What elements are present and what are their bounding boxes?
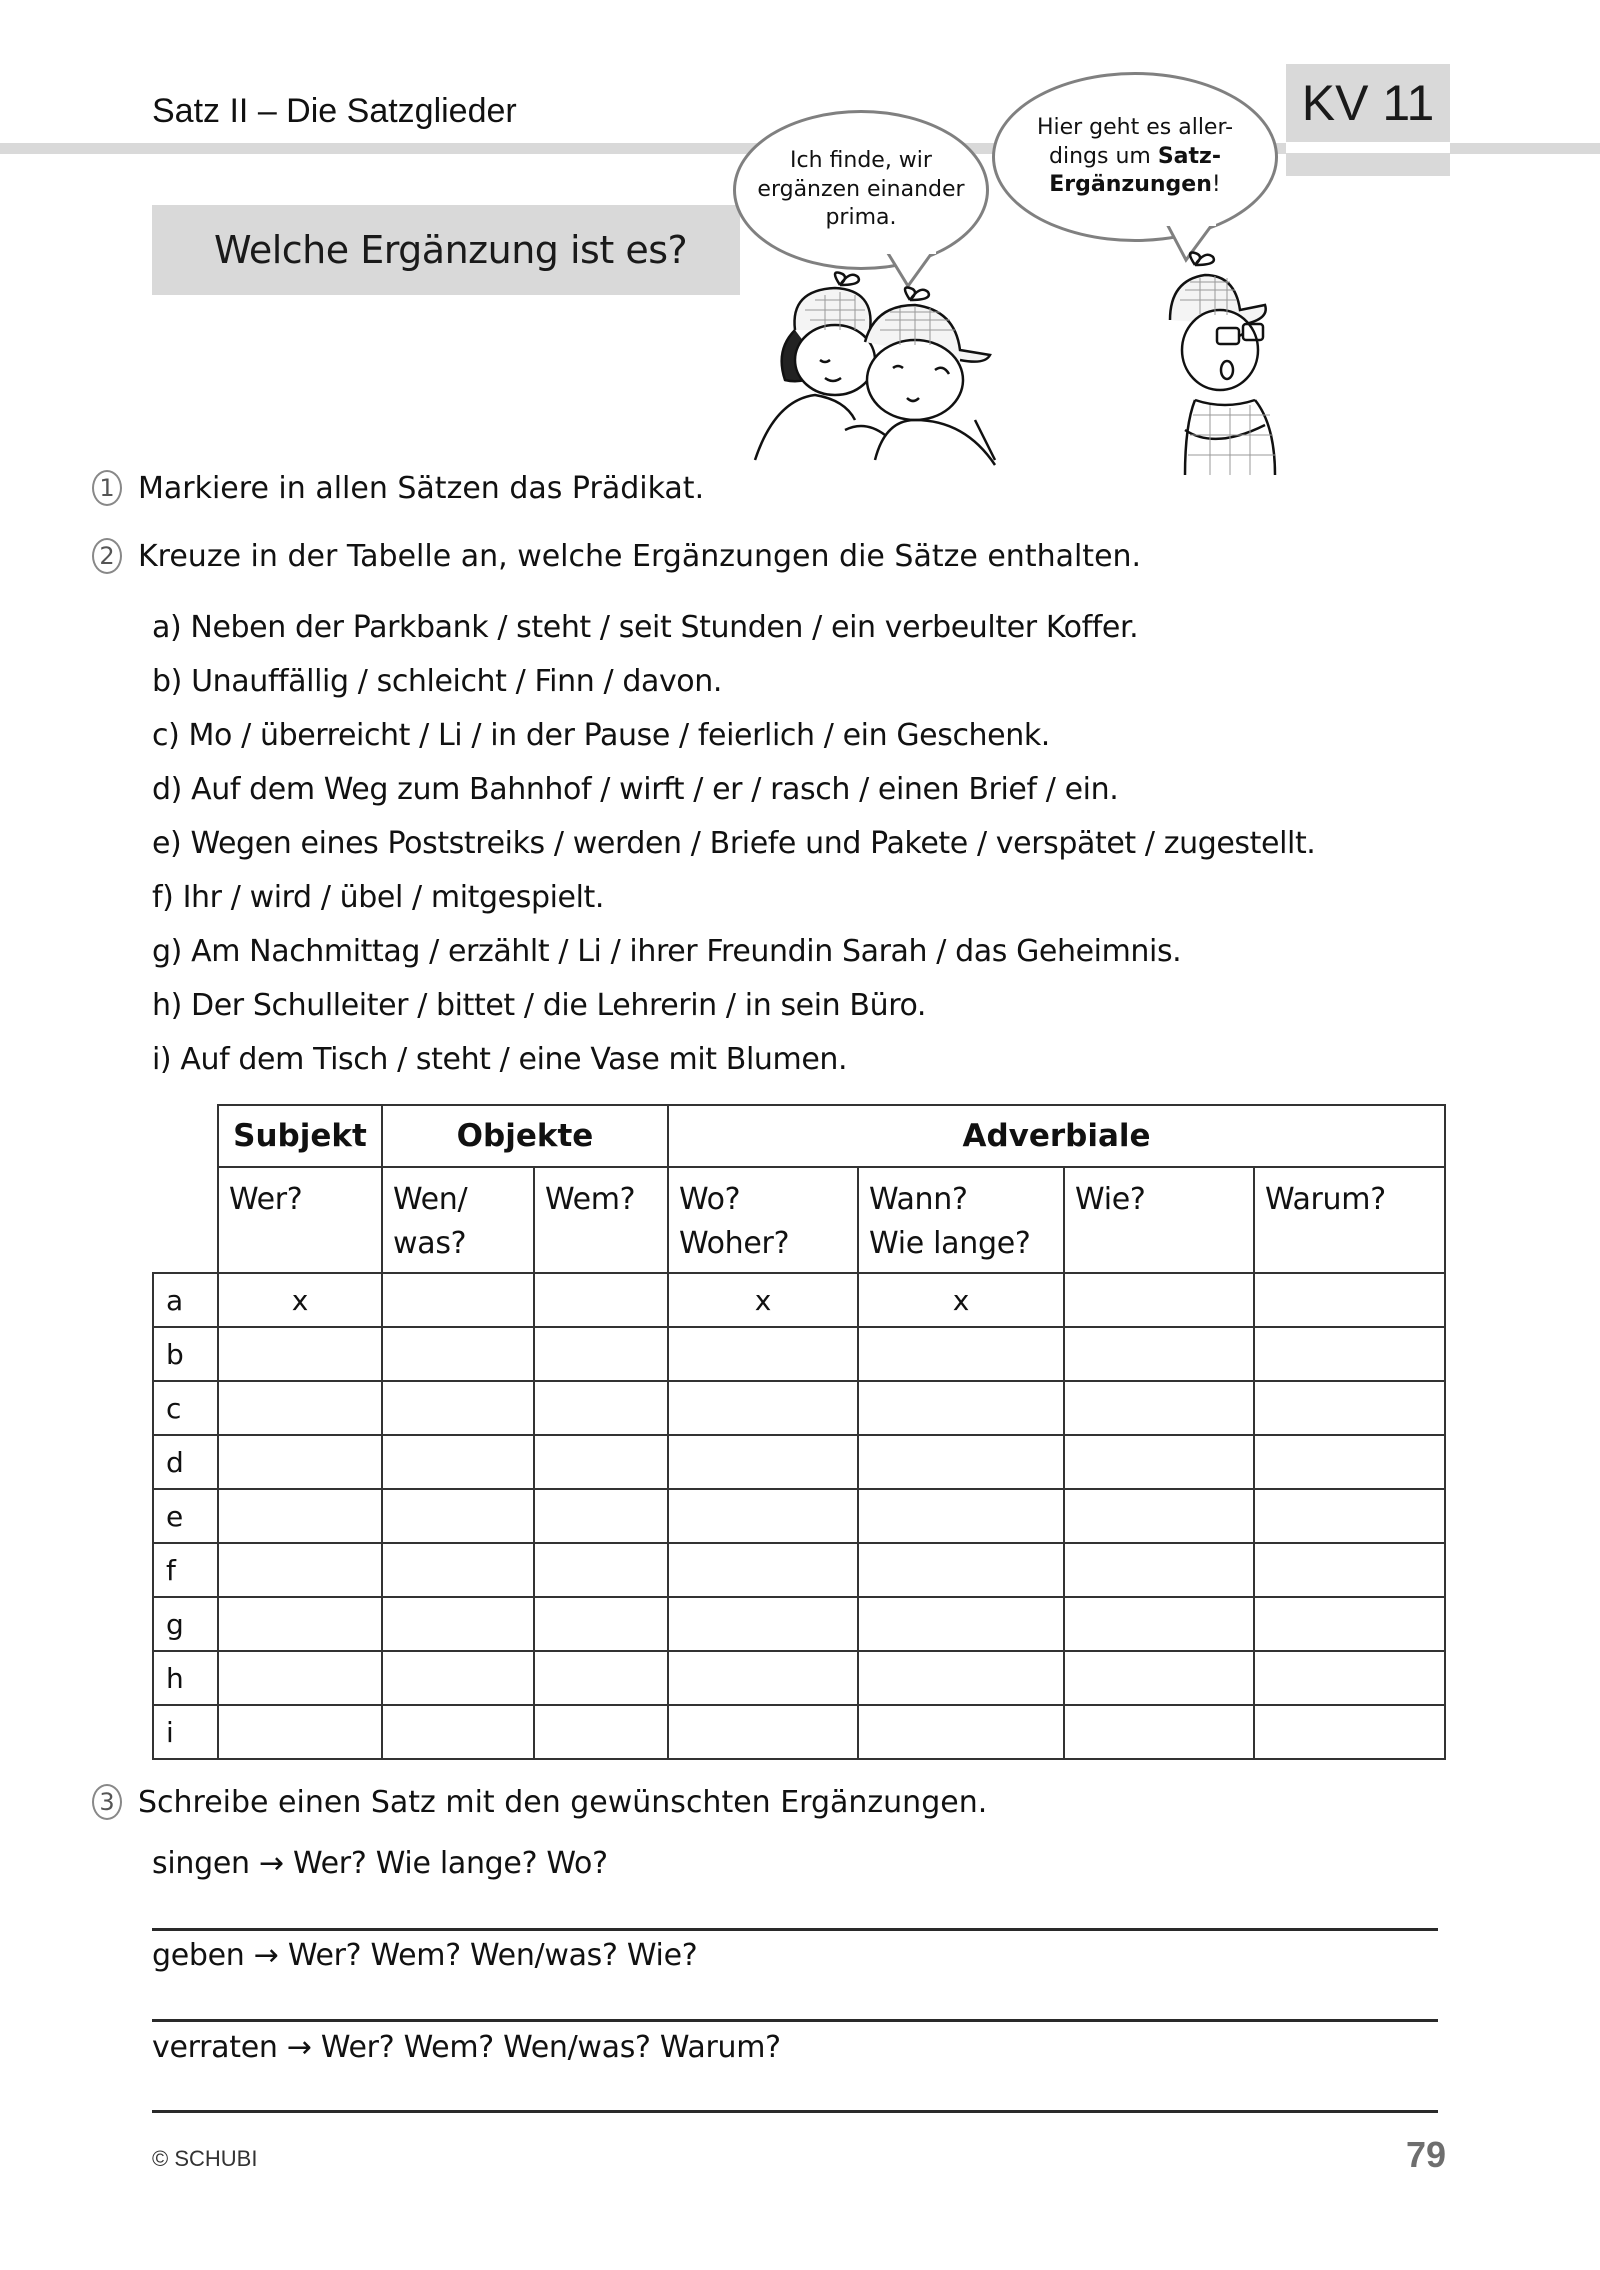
table-cell[interactable] xyxy=(382,1381,534,1435)
sentence-g: g) Am Nachmittag / erzählt / Li / ihrer Freundin Sarah / das Geheimnis. xyxy=(152,934,1182,969)
table-cell[interactable] xyxy=(218,1435,382,1489)
table-cell[interactable] xyxy=(858,1381,1064,1435)
table-cell[interactable] xyxy=(668,1651,858,1705)
table-row-c xyxy=(153,1381,1445,1435)
table-row-d xyxy=(153,1435,1445,1489)
worksheet-title-box xyxy=(152,205,740,295)
table-cell[interactable] xyxy=(1064,1705,1254,1759)
task-1-text: Markiere in allen Sätzen das Prädikat. xyxy=(138,470,705,506)
col-header-wem-line1: Wem? xyxy=(545,1182,636,1217)
row-label: c xyxy=(153,1381,218,1435)
arrow-right-icon: → xyxy=(253,1938,279,1973)
table-cell[interactable] xyxy=(534,1543,668,1597)
task-2-text: Kreuze in der Tabelle an, welche Ergänzungen die Sätze enthalten. xyxy=(138,538,1142,574)
prompt-questions: Wer? Wem? Wen/was? Warum? xyxy=(320,2030,781,2065)
two-detective-kids-illustration-icon xyxy=(735,270,1025,470)
table-cell[interactable] xyxy=(218,1651,382,1705)
table-cell[interactable]: x xyxy=(218,1273,382,1327)
table-cell[interactable] xyxy=(534,1327,668,1381)
table-cell[interactable] xyxy=(534,1489,668,1543)
col-header-wo-line1: Wo? xyxy=(679,1182,741,1217)
answer-line-2[interactable] xyxy=(152,2019,1438,2022)
table-cell[interactable] xyxy=(382,1597,534,1651)
prompt-verb: geben xyxy=(152,1938,245,1973)
table-cell[interactable] xyxy=(668,1327,858,1381)
table-cell[interactable] xyxy=(1064,1651,1254,1705)
bubble-right-line2-bold: Satz- xyxy=(1157,143,1221,169)
table-cell[interactable] xyxy=(1254,1705,1445,1759)
table-row-a xyxy=(153,1273,1445,1327)
table-cell[interactable] xyxy=(1254,1489,1445,1543)
table-cell[interactable] xyxy=(668,1435,858,1489)
answer-line-3[interactable] xyxy=(152,2110,1438,2113)
bubble-right-line3-bold: Ergänzungen xyxy=(1049,172,1212,198)
table-cell[interactable] xyxy=(1254,1273,1445,1327)
row-label: a xyxy=(153,1273,218,1327)
row-label: f xyxy=(153,1543,218,1597)
table-cell[interactable] xyxy=(534,1381,668,1435)
col-header-wer-line1: Wer? xyxy=(229,1182,303,1217)
table-row-g xyxy=(153,1597,1445,1651)
table-cell[interactable] xyxy=(382,1543,534,1597)
prompt-questions: Wer? Wem? Wen/was? Wie? xyxy=(287,1938,698,1973)
table-cell[interactable] xyxy=(668,1381,858,1435)
prompt-singen xyxy=(152,1846,608,1881)
col-header-wo-woher xyxy=(668,1167,858,1273)
table-cell[interactable] xyxy=(382,1489,534,1543)
sentence-d: d) Auf dem Weg zum Bahnhof / wirft / er / rasch / einen Brief / ein. xyxy=(152,772,1119,807)
page-number: 79 xyxy=(1406,2134,1447,2175)
col-header-wann-line1: Wann? xyxy=(869,1182,968,1217)
col-header-wo-line2: Woher? xyxy=(679,1226,790,1261)
table-cell[interactable] xyxy=(668,1597,858,1651)
sentence-h: h) Der Schulleiter / bittet / die Lehrerin / in sein Büro. xyxy=(152,988,927,1023)
table-cell[interactable]: x xyxy=(858,1273,1064,1327)
table-cell[interactable] xyxy=(382,1273,534,1327)
sentence-c: c) Mo / überreicht / Li / in der Pause / feierlich / ein Geschenk. xyxy=(152,718,1050,753)
table-cell[interactable] xyxy=(218,1597,382,1651)
table-cell[interactable] xyxy=(1064,1327,1254,1381)
sentence-list xyxy=(152,606,1315,1092)
table-cell[interactable] xyxy=(858,1435,1064,1489)
table-cell[interactable] xyxy=(534,1273,668,1327)
chapter-title: Satz II – Die Satzglieder xyxy=(152,92,517,130)
table-corner-2 xyxy=(153,1167,218,1273)
table-cell[interactable] xyxy=(218,1705,382,1759)
table-cell[interactable] xyxy=(1254,1435,1445,1489)
task-2 xyxy=(92,538,1141,574)
table-cell[interactable] xyxy=(534,1705,668,1759)
task-1 xyxy=(92,470,704,506)
task-2-number: 2 xyxy=(92,538,122,574)
group-header-objekte: Objekte xyxy=(382,1105,668,1167)
kv-label: KV 11 xyxy=(1301,75,1435,131)
detective-kid-glasses-illustration-icon xyxy=(1155,250,1305,480)
bubble-right-line2-plain: dings um xyxy=(1049,143,1158,169)
kv-badge-gap xyxy=(1286,142,1450,153)
sentence-a: a) Neben der Parkbank / steht / seit Stunden / ein verbeulter Koffer. xyxy=(152,610,1139,645)
table-cell[interactable] xyxy=(668,1705,858,1759)
arrow-right-icon: → xyxy=(286,2030,312,2065)
sentence-i: i) Auf dem Tisch / steht / eine Vase mit Blumen. xyxy=(152,1042,848,1077)
col-header-wann-wie-lange xyxy=(858,1167,1064,1273)
bubble-right-line3-plain: ! xyxy=(1211,172,1221,198)
table-cell[interactable] xyxy=(858,1543,1064,1597)
col-header-wie-line1: Wie? xyxy=(1075,1182,1146,1217)
table-cell[interactable] xyxy=(1254,1381,1445,1435)
table-cell[interactable] xyxy=(1064,1543,1254,1597)
row-label: d xyxy=(153,1435,218,1489)
table-row-h xyxy=(153,1651,1445,1705)
task-1-number: 1 xyxy=(92,470,122,506)
table-cell[interactable] xyxy=(858,1597,1064,1651)
table-cell[interactable] xyxy=(382,1435,534,1489)
table-corner xyxy=(153,1105,218,1167)
col-header-wen-was xyxy=(382,1167,534,1273)
speech-bubble-left xyxy=(733,110,989,270)
table-cell[interactable] xyxy=(534,1435,668,1489)
answer-line-1[interactable] xyxy=(152,1928,1438,1931)
task-3-text: Schreibe einen Satz mit den gewünschten Ergänzungen. xyxy=(138,1784,988,1820)
table-row-i xyxy=(153,1705,1445,1759)
col-header-wen-line1: Wen/ xyxy=(393,1182,468,1217)
table-cell[interactable] xyxy=(1064,1597,1254,1651)
prompt-geben xyxy=(152,1938,697,1973)
sentence-f: f) Ihr / wird / übel / mitgespielt. xyxy=(152,880,605,915)
table-cell[interactable] xyxy=(858,1705,1064,1759)
row-label: g xyxy=(153,1597,218,1651)
arrow-right-icon: → xyxy=(258,1846,284,1881)
table-cell[interactable] xyxy=(858,1489,1064,1543)
sentence-b: b) Unauffällig / schleicht / Finn / davon. xyxy=(152,664,723,699)
row-label: e xyxy=(153,1489,218,1543)
copyright: © SCHUBI xyxy=(152,2146,258,2171)
table-cell[interactable] xyxy=(858,1651,1064,1705)
bubble-left-line2: ergänzen einander xyxy=(757,176,965,202)
table-cell[interactable]: x xyxy=(668,1273,858,1327)
table-cell[interactable] xyxy=(218,1543,382,1597)
table-cell[interactable] xyxy=(534,1597,668,1651)
table-cell[interactable] xyxy=(858,1327,1064,1381)
col-header-wie xyxy=(1064,1167,1254,1273)
task-3-number: 3 xyxy=(92,1784,122,1820)
table-cell[interactable] xyxy=(382,1705,534,1759)
col-header-wem xyxy=(534,1167,668,1273)
table-row-e xyxy=(153,1489,1445,1543)
table-row-f xyxy=(153,1543,1445,1597)
table-cell[interactable] xyxy=(1254,1327,1445,1381)
table-cell[interactable] xyxy=(382,1327,534,1381)
bubble-left-line1: Ich finde, wir xyxy=(790,148,932,174)
prompt-verb: verraten xyxy=(152,2030,278,2065)
table-cell[interactable] xyxy=(1064,1381,1254,1435)
table-cell[interactable] xyxy=(1254,1597,1445,1651)
prompt-verb: singen xyxy=(152,1846,250,1881)
group-header-adverbiale: Adverbiale xyxy=(668,1105,1445,1167)
table-cell[interactable] xyxy=(1254,1651,1445,1705)
group-header-subjekt: Subjekt xyxy=(218,1105,382,1167)
col-header-wer xyxy=(218,1167,382,1273)
table-cell[interactable] xyxy=(218,1489,382,1543)
table-cell[interactable] xyxy=(1254,1543,1445,1597)
task-3 xyxy=(92,1784,987,1820)
prompt-questions: Wer? Wie lange? Wo? xyxy=(293,1846,608,1881)
sentence-e: e) Wegen eines Poststreiks / werden / Briefe und Pakete / verspätet / zugestellt. xyxy=(152,826,1316,861)
table-cell[interactable] xyxy=(382,1651,534,1705)
col-header-wen-line2: was? xyxy=(393,1226,467,1261)
table-cell[interactable] xyxy=(534,1651,668,1705)
col-header-warum xyxy=(1254,1167,1445,1273)
table-cell[interactable] xyxy=(1064,1273,1254,1327)
worksheet-title: Welche Ergänzung ist es? xyxy=(214,228,688,272)
table-cell[interactable] xyxy=(1064,1489,1254,1543)
col-header-warum-line1: Warum? xyxy=(1265,1182,1386,1217)
table-cell[interactable] xyxy=(218,1381,382,1435)
table-cell[interactable] xyxy=(668,1543,858,1597)
kv-badge xyxy=(1286,64,1450,176)
row-label: h xyxy=(153,1651,218,1705)
bubble-left-line3: prima. xyxy=(825,205,897,231)
row-label: i xyxy=(153,1705,218,1759)
prompt-verraten xyxy=(152,2030,781,2065)
bubble-right-line1: Hier geht es aller- xyxy=(1036,115,1234,141)
col-header-wann-line2: Wie lange? xyxy=(869,1226,1031,1261)
table-cell[interactable] xyxy=(668,1489,858,1543)
row-label: b xyxy=(153,1327,218,1381)
table-cell[interactable] xyxy=(218,1327,382,1381)
complement-table xyxy=(152,1104,1446,1760)
speech-bubble-right xyxy=(992,72,1278,242)
table-row-b xyxy=(153,1327,1445,1381)
table-cell[interactable] xyxy=(1064,1435,1254,1489)
